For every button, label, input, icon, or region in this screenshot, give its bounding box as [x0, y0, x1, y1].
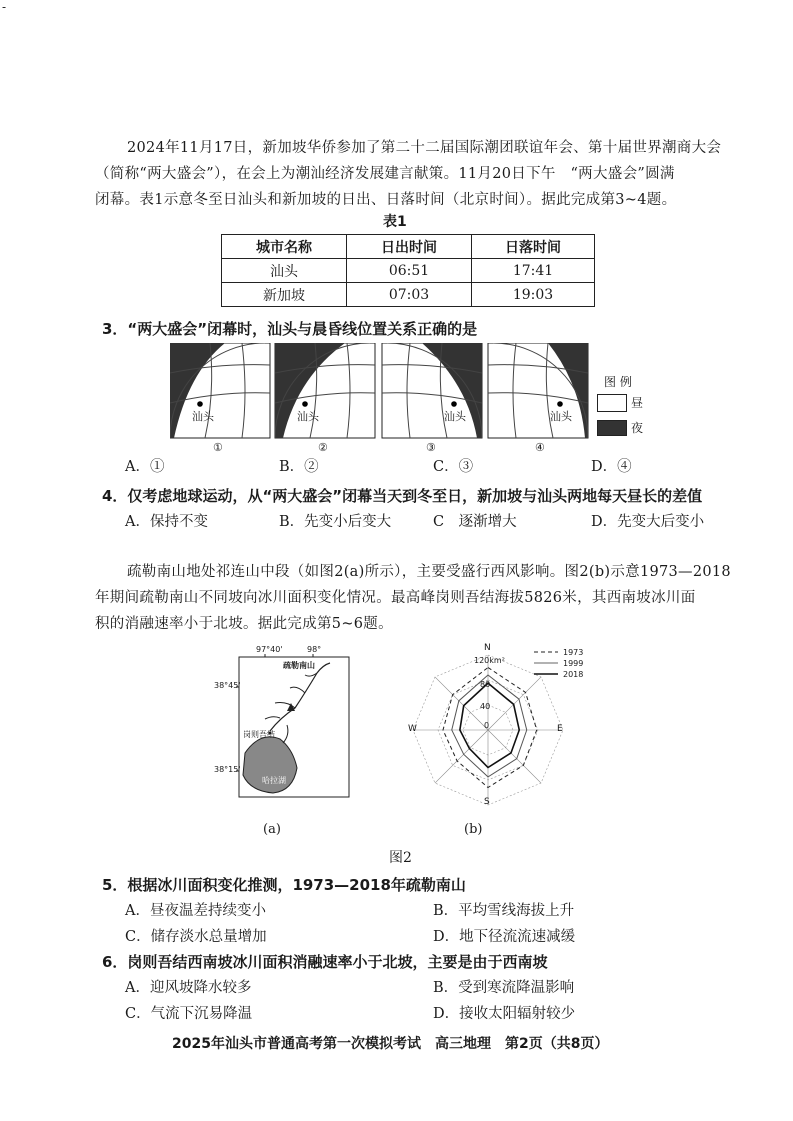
q4-stem: 4．仅考虑地球运动，从“两大盛会”闭幕当天到冬至日，新加坡与汕头两地每天昼长的差值: [102, 487, 703, 505]
fig2b-east: E: [557, 724, 563, 734]
panel1-city-label: 汕头: [192, 410, 214, 423]
globe-panel-4: [488, 343, 588, 438]
panel4-city-label: 汕头: [550, 410, 572, 423]
fig2-caption: 图2: [389, 850, 412, 866]
intro1-line2: （简称“两大盛会”），在会上为潮汕经济发展建言献策。11月20日下午 “两大盛会”圆满: [95, 166, 675, 182]
corner-mark: -: [2, 0, 7, 14]
q5-option-a[interactable]: A．昼夜温差持续变小: [125, 903, 266, 919]
table1: [221, 234, 595, 307]
q3-stem: 3．“两大盛会”闭幕时，汕头与晨昏线位置关系正确的是: [102, 320, 478, 338]
q4-option-c[interactable]: C 逐渐增大: [433, 514, 517, 530]
fig2b-sub-label: (b): [464, 822, 483, 837]
globe-panel-3: [382, 343, 482, 438]
q5-option-c[interactable]: C．储存淡水总量增加: [125, 929, 267, 945]
q5-option-d[interactable]: D．地下径流流速减缓: [433, 929, 576, 945]
intro1-line1: 2024年11月17日，新加坡华侨参加了第二十二届国际潮团联谊年会、第十届世界潮商大会: [127, 140, 722, 156]
q6-option-b[interactable]: B．受到寒流降温影响: [433, 980, 575, 996]
fig2a-map: [235, 653, 355, 801]
table-row: [222, 283, 595, 307]
radar-series-1999: [452, 675, 527, 777]
fig2b-legend-lines: [532, 648, 562, 680]
table1-cell: 06:51: [347, 259, 472, 283]
globe-panel-2: [275, 343, 375, 438]
radar-spoke-se: [488, 730, 541, 783]
table1-cell: 新加坡: [222, 283, 347, 307]
table1-cell: 07:03: [347, 283, 472, 307]
q3-option-c[interactable]: C．③: [433, 459, 474, 475]
fig2a-range-label: 疏勒南山: [283, 661, 315, 670]
panel-label-1: ①: [213, 441, 223, 454]
panel3-city-label: 汕头: [444, 410, 466, 423]
panel-label-3: ③: [426, 441, 436, 454]
panel2-city-label: 汕头: [297, 410, 319, 423]
fig2b-unit: 120km²: [474, 656, 505, 665]
radar-spoke-sw: [435, 730, 488, 783]
q5-option-b[interactable]: B．平均雪线海拔上升: [433, 903, 575, 919]
table1-cell: 19:03: [472, 283, 595, 307]
fig2a-lake-label: 哈拉湖: [262, 776, 286, 785]
fig2a-lat1: 38°45': [214, 681, 241, 690]
q4-option-a[interactable]: A．保持不变: [125, 514, 208, 530]
fig2a-lon2: 98°: [307, 645, 322, 654]
fig2a-peak-label: 岗则吾结: [243, 730, 275, 739]
intro2-line1: 疏勒南山地处祁连山中段（如图2(a)所示），主要受盛行西风影响。图2(b)示意1973—2018: [127, 564, 731, 580]
q6-option-a[interactable]: A．迎风坡降水较多: [125, 980, 252, 996]
table1-cell: 汕头: [222, 259, 347, 283]
q3-option-d[interactable]: D．④: [591, 459, 632, 475]
radar-series-2018: [460, 683, 519, 767]
q6-option-d[interactable]: D．接收太阳辐射较少: [433, 1006, 576, 1022]
legend-day-swatch: [597, 394, 627, 412]
legend-night-label: 夜: [631, 421, 644, 435]
table1-caption: 表1: [383, 214, 407, 230]
panel-label-4: ④: [535, 441, 545, 454]
intro2-line2: 年期间疏勒南山不同坡向冰川面积变化情况。最高峰岗则吾结海拔5826米，其西南坡冰川面: [95, 590, 696, 606]
globe-panel-1: [170, 343, 270, 438]
intro1-line3: 闭幕。表1示意冬至日汕头和新加坡的日出、日落时间（北京时间）。据此完成第3~4题。: [95, 192, 677, 208]
fig2a-lon1: 97°40': [256, 645, 283, 654]
fig2b-tick-80: 80: [480, 680, 491, 689]
fig2b-tick-40: 40: [480, 702, 491, 711]
legend-night-swatch: [597, 420, 627, 436]
table1-cell: 17:41: [472, 259, 595, 283]
table1-header-sunrise: 日出时间: [347, 235, 472, 259]
q6-option-c[interactable]: C．气流下沉易降温: [125, 1006, 253, 1022]
q3-figure: [170, 343, 610, 443]
fig2b-tick-0: 0: [484, 721, 490, 730]
q3-option-a[interactable]: A．①: [125, 459, 165, 475]
q3-option-b[interactable]: B．②: [279, 459, 319, 475]
fig2a-lat2: 38°15': [214, 765, 241, 774]
table1-header-sunset: 日落时间: [472, 235, 595, 259]
q4-option-d[interactable]: D．先变大后变小: [591, 514, 705, 530]
fig2a-sub-label: (a): [263, 822, 281, 837]
fig2b-south: S: [484, 797, 490, 807]
intro2-line3: 积的消融速率小于北坡。据此完成第5~6题。: [95, 616, 393, 632]
q4-option-b[interactable]: B．先变小后变大: [279, 514, 392, 530]
q6-stem: 6．岗则吾结西南坡冰川面积消融速率小于北坡，主要是由于西南坡: [102, 953, 548, 971]
fig2b-north: N: [484, 643, 491, 653]
fig2b-west: W: [408, 724, 417, 734]
legend-day-label: 昼: [631, 396, 644, 410]
table-row: [222, 259, 595, 283]
q5-stem: 5．根据冰川面积变化推测，1973—2018年疏勒南山: [102, 876, 466, 894]
fig2b-legend-1973: 1973: [563, 648, 584, 657]
legend-title: 图 例: [604, 375, 632, 389]
table1-header-city: 城市名称: [222, 235, 347, 259]
fig2b-legend-2018: 2018: [563, 670, 584, 679]
fig2b-legend-1999: 1999: [563, 659, 584, 668]
panel-label-2: ②: [318, 441, 328, 454]
page-footer: 2025年汕头市普通高考第一次模拟考试 高三地理 第2页（共8页）: [172, 1036, 609, 1052]
